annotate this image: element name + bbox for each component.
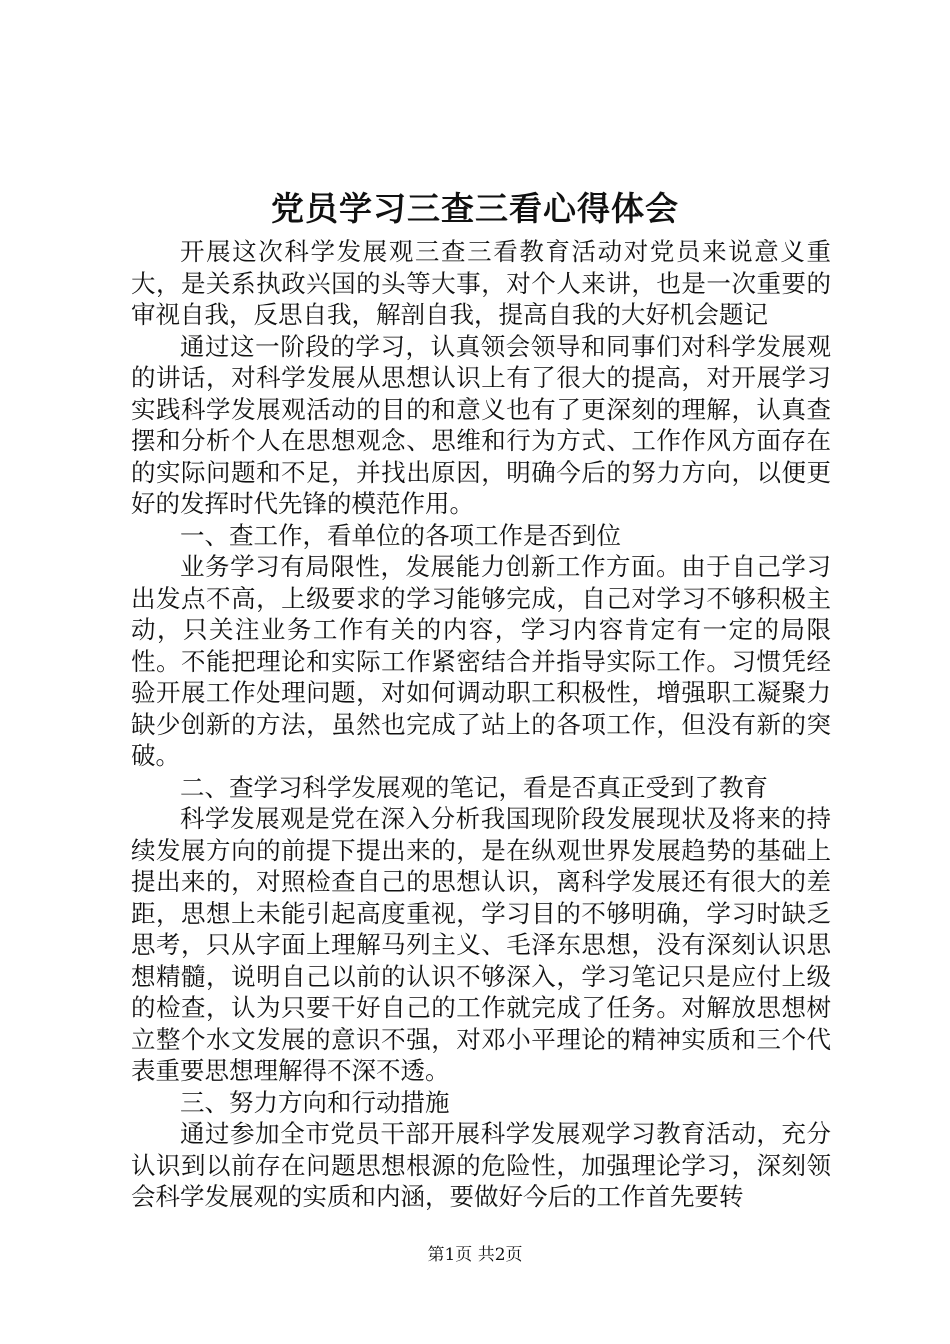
page-footer: 第1页 共2页 — [427, 1245, 523, 1265]
paragraph-section-3: 通过参加全市党员干部开展科学发展观学习教育活动，充分认识到以前存在问题思想根源的危险性，加强理论学习，深刻领会科学发展观的实质和内涵，要做好今后的工作首先要转 — [131, 1119, 831, 1211]
document-title: 党员学习三查三看心得体会 — [271, 189, 679, 228]
paragraph-section-1: 业务学习有局限性，发展能力创新工作方面。由于自己学习出发点不高，上级要求的学习能够完成，自己对学习不够积极主动，只关注业务工作有关的内容，学习内容肯定有一定的局限性。不能把理论和实际工作紧密结合并指导实际工作。习惯凭经验开展工作处理问题，对如何调动职工积极性，增强职工凝聚力缺少创新的方法，虽然也完成了站上的各项工作，但没有新的突破。 — [131, 552, 831, 770]
document-body — [131, 236, 831, 1213]
section-heading-2: 二、查学习科学发展观的笔记，看是否真正受到了教育 — [180, 772, 768, 802]
paragraph-study: 通过这一阶段的学习，认真领会领导和同事们对科学发展观的讲话，对科学发展从思想认识上有了很大的提高，对开展学习实践科学发展观活动的目的和意义也有了更深刻的理解，认真查摆和分析个人在思想观念、思维和行为方式、工作作风方面存在的实际问题和不足，并找出原因，明确今后的努力方向，以便更好的发挥时代先锋的模范作用。 — [131, 331, 831, 518]
section-heading-3: 三、努力方向和行动措施 — [180, 1087, 450, 1117]
section-heading-1: 一、查工作，看单位的各项工作是否到位 — [180, 520, 621, 550]
paragraph-intro: 开展这次科学发展观三查三看教育活动对党员来说意义重大，是关系执政兴国的头等大事，对个人来讲，也是一次重要的审视自我，反思自我，解剖自我，提高自我的大好机会题记 — [131, 237, 831, 329]
paragraph-section-2: 科学发展观是党在深入分析我国现阶段发展现状及将来的持续发展方向的前提下提出来的，是在纵观世界发展趋势的基础上提出来的，对照检查自己的思想认识，离科学发展还有很大的差距，思想上未能引起高度重视，学习目的不够明确，学习时缺乏思考，只从字面上理解马列主义、毛泽东思想，没有深刻认识思想精髓，说明自己以前的认识不够深入，学习笔记只是应付上级的检查，认为只要干好自己的工作就完成了任务。对解放思想树立整个水文发展的意识不强，对邓小平理论的精神实质和三个代表重要思想理解得不深不透。 — [131, 804, 831, 1085]
